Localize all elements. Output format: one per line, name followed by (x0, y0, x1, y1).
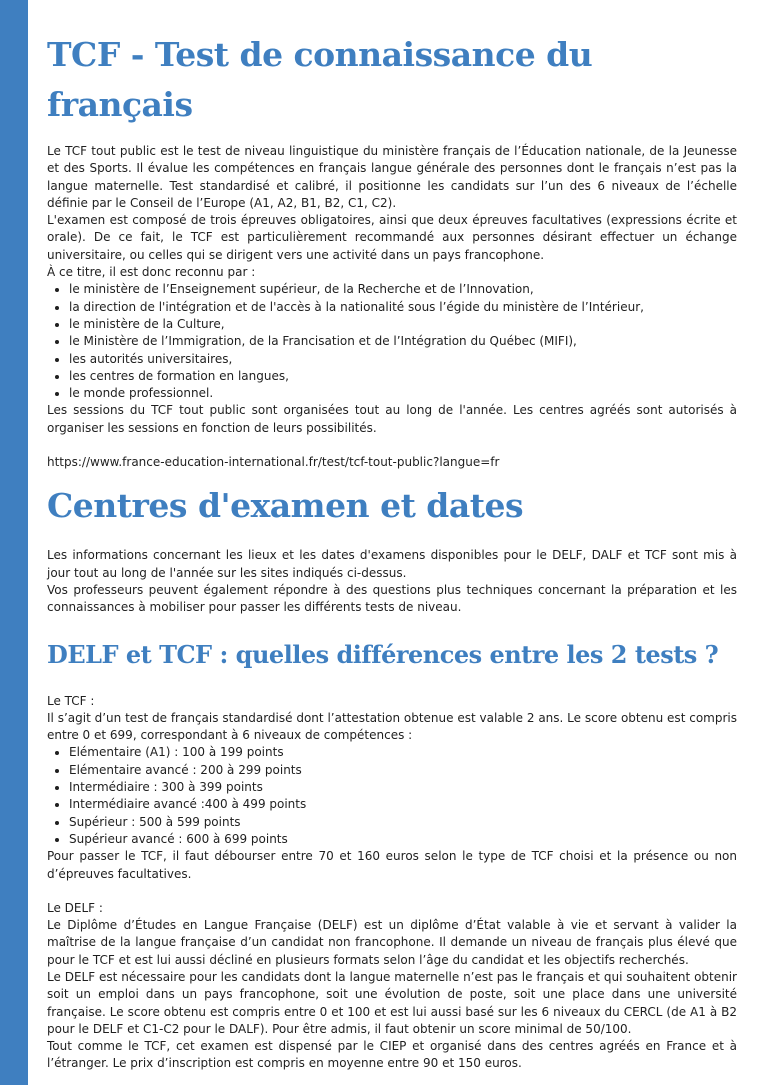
list-item: • Intermédiaire : 300 à 399 points (69, 779, 737, 796)
section-title-differences: DELF et TCF : quelles différences entre les 2 tests ? (47, 639, 719, 669)
list-item: • Elémentaire (A1) : 100 à 199 points (69, 744, 737, 761)
list-item: • Elémentaire avancé : 200 à 299 points (69, 762, 737, 779)
intro-paragraph-3: À ce titre, il est donc reconnu par : (47, 265, 256, 280)
list-item: • les centres de formation en langues, (69, 368, 737, 385)
list-item: • Supérieur avancé : 600 à 699 points (69, 831, 737, 848)
delf-paragraph-3: Tout comme le TCF, cet examen est dispensé par le CIEP et organisé dans des centres agréés en France et à l’étranger. Le prix d’inscription est compris en moyenne entre 90 et 150 euros. (47, 1039, 737, 1071)
delf-paragraph-1: Le Diplôme d’Études en Langue Française (DELF) est un diplôme d’État valable à vie et servant à valider la maîtrise de la langue française d’un candidat non francophone. Il demande un niveau de français plus élevé que pour le TCF et est lui aussi décliné en plusieurs formats selon l’âge du candidat et les objectifs recherchés. (47, 918, 737, 967)
intro-paragraph-4: Les sessions du TCF tout public sont organisées tout au long de l'année. Les centres agréés sont autorisés à organiser les sessions en fonction de leurs possibilités. (47, 403, 737, 435)
page-title: TCF - Test de connaissance du français (47, 35, 593, 124)
list-item: • la direction de l'intégration et de l'accès à la nationalité sous l’égide du ministère de l’Intérieur, (69, 299, 737, 316)
tcf-levels-list (47, 744, 737, 848)
tcf-paragraph-1: Il s’agit d’un test de français standardisé dont l’attestation obtenue est valable 2 ans. Le score obtenu est compris entre 0 et 699, correspondant à 6 niveaux de compétences : (47, 710, 737, 743)
tcf-paragraph-2: Pour passer le TCF, il faut débourser entre 70 et 160 euros selon le type de TCF choisi et la présence ou non d’épreuves facultatives. (47, 849, 737, 881)
side-accent-bar (0, 0, 28, 1085)
intro-paragraph-2: L'examen est composé de trois épreuves obligatoires, ainsi que deux épreuves facultatives (expressions écrite et orale). De ce fait, le TCF est particulièrement recommandé aux personnes désirant effectuer un échange universitaire, ou celles qui se dirigent vers une activité dans un pays francophone. (47, 213, 737, 262)
tcf-url: https://www.france-education-international.fr/test/tcf-tout-public?langue=fr (47, 455, 500, 470)
list-item: • Intermédiaire avancé :400 à 499 points (69, 796, 737, 813)
centres-paragraph-2: Vos professeurs peuvent également répondre à des questions plus techniques concernant la préparation et les connaissances à mobiliser pour passer les différents tests de niveau. (47, 582, 737, 615)
list-item: • le ministère de l’Enseignement supérieur, de la Recherche et de l’Innovation, (69, 281, 737, 298)
tcf-label: Le TCF : (47, 693, 95, 708)
delf-label: Le DELF : (47, 900, 103, 915)
list-item: • le Ministère de l’Immigration, de la Francisation et de l’Intégration du Québec (MIFI), (69, 333, 737, 350)
list-item: • le ministère de la Culture, (69, 316, 737, 333)
recognized-by-list (47, 281, 737, 402)
section-title-centres: Centres d'examen et dates (47, 486, 524, 526)
list-item: • le monde professionnel. (69, 385, 737, 402)
document-body (47, 30, 737, 1073)
intro-paragraph-1: Le TCF tout public est le test de niveau linguistique du ministère français de l’Éducation nationale, de la Jeunesse et des Sports. Il évalue les compétences en français langue générale des personnes dont le français n’est pas la langue maternelle. Test standardisé et calibré, il positionne les candidats sur l’un des 6 niveaux de l’échelle définie par le Conseil de l’Europe (A1, A2, B1, B2, C1, C2). (47, 144, 737, 210)
centres-paragraph-1: Les informations concernant les lieux et les dates d'examens disponibles pour le DELF, DALF et TCF sont mis à jour tout au long de l'année sur les sites indiqués ci-dessus. (47, 548, 737, 580)
delf-paragraph-2: Le DELF est nécessaire pour les candidats dont la langue maternelle n’est pas le français et qui souhaitent obtenir soit un emploi dans un pays francophone, soit une évolution de poste, soit une place dans une université française. Le score obtenu est compris entre 0 et 100 et est lui aussi basé sur les 6 niveaux du CERCL (de A1 à B2 pour le DELF et C1-C2 pour le DALF). Pour être admis, il faut obtenir un score minimal de 50/100. (47, 969, 737, 1036)
list-item: • Supérieur : 500 à 599 points (69, 814, 737, 831)
list-item: • les autorités universitaires, (69, 351, 737, 368)
spacer (47, 883, 737, 900)
